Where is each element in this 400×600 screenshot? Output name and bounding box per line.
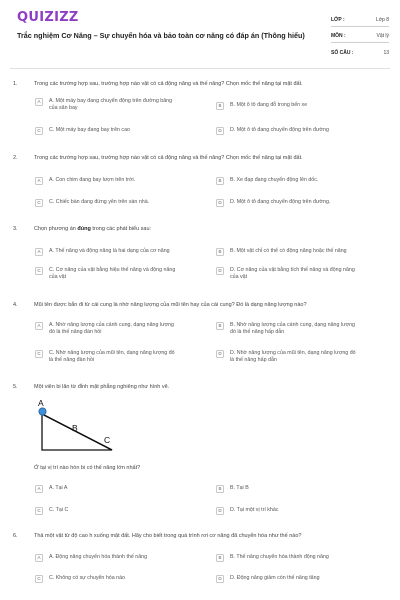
question-number: 1. (13, 81, 18, 87)
option-letter: B (216, 485, 224, 493)
meta-label: MÔN : (331, 33, 346, 39)
option-text: C. Chiếc bàn đang đứng yên trên sàn nhà. (49, 199, 150, 205)
option-text: B. Một vật chỉ có thể có động năng hoặc thế năng (230, 248, 347, 254)
option-text: C. Không có sự chuyển hóa nào (49, 575, 125, 581)
option-a[interactable] (35, 248, 179, 256)
option-text: D. Tại một vị trí khác (230, 507, 279, 513)
worksheet-meta (331, 11, 389, 59)
option-text: B. Xe đạp đang chuyển động lên dốc. (230, 177, 319, 183)
option-c[interactable] (35, 127, 179, 135)
option-a[interactable] (35, 177, 179, 185)
option-letter: C (35, 199, 43, 207)
question-text-emphasis: đúng (77, 226, 91, 232)
option-c[interactable] (35, 507, 179, 515)
meta-row-count (331, 43, 389, 59)
question-number: 2. (13, 155, 18, 161)
option-letter: B (216, 177, 224, 185)
option-d[interactable] (216, 350, 360, 364)
option-text: A. Thế năng và động năng là hai dạng của cơ năng (49, 248, 170, 254)
option-d[interactable] (216, 199, 360, 207)
question-text-part: Chọn phương án (34, 226, 78, 232)
option-letter: C (35, 350, 43, 358)
option-a[interactable] (35, 554, 179, 562)
meta-value: Lớp 8 (375, 17, 389, 23)
option-letter: B (216, 248, 224, 256)
option-c[interactable] (35, 575, 179, 583)
ball-icon (39, 408, 46, 415)
inclined-plane-figure (34, 398, 124, 456)
option-c[interactable] (35, 350, 179, 364)
option-letter: A (35, 322, 43, 330)
meta-label: LỚP : (331, 17, 345, 23)
question-text: Một viên bi lăn từ đỉnh mặt phẳng nghiêng như hình vẽ. (34, 384, 170, 390)
figure-label-c: C (104, 435, 111, 445)
worksheet-header (0, 0, 400, 62)
question-text-part: trong các phát biểu sau: (90, 226, 152, 232)
meta-value: 13 (383, 50, 389, 56)
option-b[interactable] (216, 177, 360, 185)
option-letter: A (35, 248, 43, 256)
option-text: D. Động năng giảm còn thế năng tăng (230, 575, 320, 581)
option-a[interactable] (35, 485, 179, 493)
option-text: A. Động năng chuyển hóa thành thế năng (49, 554, 148, 560)
option-text: B. Nhờ năng lượng của cánh cung, dạng năng lượng đó là thế năng hấp dẫn (230, 322, 356, 335)
meta-row-class (331, 11, 389, 27)
option-letter: A (35, 485, 43, 493)
question-number: 6. (13, 533, 18, 539)
option-letter: D (216, 127, 224, 135)
option-letter: C (35, 267, 43, 275)
option-text: B. Thế năng chuyển hóa thành động năng (230, 554, 329, 560)
option-letter: C (35, 575, 43, 583)
option-b[interactable] (216, 485, 360, 493)
option-text: C. Một máy bay đang bay trên cao (49, 127, 130, 133)
option-text: A. Nhờ năng lượng của cánh cung, dạng năng lượng đó là thế năng đàn hồi (49, 322, 175, 335)
option-b[interactable] (216, 248, 360, 256)
option-letter: D (216, 267, 224, 275)
quizizz-logo: QUIZIZZ (17, 10, 79, 25)
option-letter: D (216, 575, 224, 583)
option-text: D. Cơ năng của vật bằng tích thế năng và động năng của vật (230, 267, 355, 280)
meta-value: Vật lý (376, 33, 389, 39)
option-letter: B (216, 102, 224, 110)
option-text: A. Con chim đang bay lượn trên trời. (49, 177, 136, 183)
option-text: C. Cơ năng của vật bằng hiệu thế năng và động năng của vật (49, 267, 176, 280)
header-divider (10, 68, 390, 69)
meta-row-subject (331, 27, 389, 43)
option-letter: D (216, 507, 224, 515)
option-letter: D (216, 199, 224, 207)
option-d[interactable] (216, 507, 360, 515)
option-text: C. Nhờ năng lượng của mũi tên, dạng năng lượng đó là thế năng đàn hồi (49, 350, 175, 363)
option-d[interactable] (216, 267, 360, 281)
question-number: 3. (13, 226, 18, 232)
question-text: Trong các trường hợp sau, trường hợp nào vật có cả động năng và thế năng? Chọn mốc thế năng tại mặt đất. (34, 155, 303, 161)
option-b[interactable] (216, 322, 360, 336)
question-text: Trong các trường hợp sau, trường hợp nào vật có cả động năng và thế năng? Chọn mốc thế năng tại mặt đất. (34, 81, 303, 87)
option-text: B. Một ô tô đang đỗ trong bến xe (230, 102, 308, 108)
figure-label-a: A (38, 398, 44, 408)
meta-label: SỐ CÂU : (331, 50, 354, 56)
option-letter: B (216, 322, 224, 330)
option-c[interactable] (35, 267, 179, 281)
question-text: Mũi tên được bắn đi từ cái cung là nhờ năng lượng của mũi tên hay của cái cung? Đó là dạng năng lượng nào? (34, 302, 307, 308)
option-a[interactable] (35, 98, 179, 112)
option-c[interactable] (35, 199, 179, 207)
option-text: D. Một ô tô đang chuyển động trên đường (230, 127, 329, 133)
question-text (34, 226, 384, 234)
option-text: B. Tại B (230, 485, 249, 491)
question-number: 5. (13, 384, 18, 390)
option-text: D. Một ô tô đang chuyển động trên đường. (230, 199, 331, 205)
option-d[interactable] (216, 575, 360, 583)
option-letter: D (216, 350, 224, 358)
option-letter: C (35, 507, 43, 515)
question-text: Thả một vật từ độ cao h xuống mặt đất. Hãy cho biết trong quá trình rơi cơ năng đã chuyển hóa như thế nào? (34, 533, 302, 539)
option-letter: A (35, 554, 43, 562)
option-text: C. Tại C (49, 507, 69, 513)
option-letter: B (216, 554, 224, 562)
option-text: A. Một máy bay đang chuyển động trên đường băng của sân bay (49, 98, 173, 111)
option-a[interactable] (35, 322, 179, 336)
worksheet-title: Trắc nghiệm Cơ Năng – Sự chuyển hóa và bảo toàn cơ năng có đáp án (Thông hiểu) (17, 31, 305, 40)
option-text: D. Nhờ năng lượng của mũi tên, dạng năng lượng đó là thế năng hấp dẫn (230, 350, 356, 363)
option-b[interactable] (216, 102, 360, 110)
question-subtext: Ở tại vị trí nào hòn bi có thế năng lớn nhất? (34, 465, 141, 471)
option-letter: C (35, 127, 43, 135)
figure-label-b: B (72, 423, 78, 433)
option-letter: A (35, 177, 43, 185)
option-b[interactable] (216, 554, 360, 562)
option-letter: A (35, 98, 43, 106)
question-number: 4. (13, 302, 18, 308)
option-text: A. Tại A (49, 485, 68, 491)
option-d[interactable] (216, 127, 360, 135)
